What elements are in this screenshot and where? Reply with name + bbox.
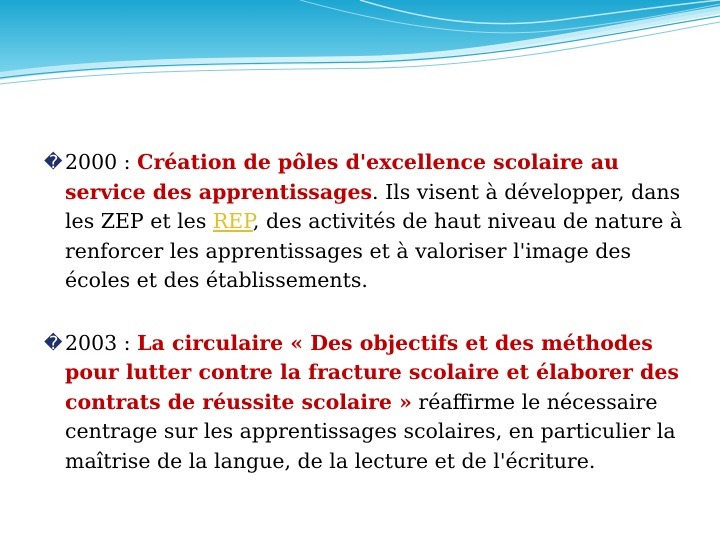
- body-text: , des activités de haut niveau de nature à renforcer les apprentissages et à valoriser l'image des écoles et des établissements.: [65, 209, 683, 292]
- body-text: . Ils visent à développer, dans les ZEP et les: [65, 179, 681, 233]
- header-wave-decoration: [0, 0, 720, 90]
- bullet-missing-glyph-icon: �: [44, 152, 63, 173]
- slide-content: [44, 148, 684, 509]
- year-label: 2000 :: [65, 150, 138, 174]
- paragraph-2000: [44, 148, 684, 296]
- rep-link[interactable]: REP: [212, 209, 253, 233]
- paragraph-2003: [44, 329, 684, 477]
- body-text: réaffirme le nécessaire centrage sur les apprentissages scolaires, en particulier la maîtrise de la langue, de la lecture et de l'écriture.: [65, 389, 676, 473]
- emphasis-text: La circulaire « Des objectifs et des méthodes pour lutter contre la fracture scolaire et élaborer des contrats de réussite scolaire »: [65, 330, 679, 414]
- year-label: 2003 :: [65, 330, 138, 355]
- emphasis-text: Création de pôles d'excellence scolaire au service des apprentissages: [65, 150, 619, 204]
- bullet-missing-glyph-icon: �: [44, 332, 63, 354]
